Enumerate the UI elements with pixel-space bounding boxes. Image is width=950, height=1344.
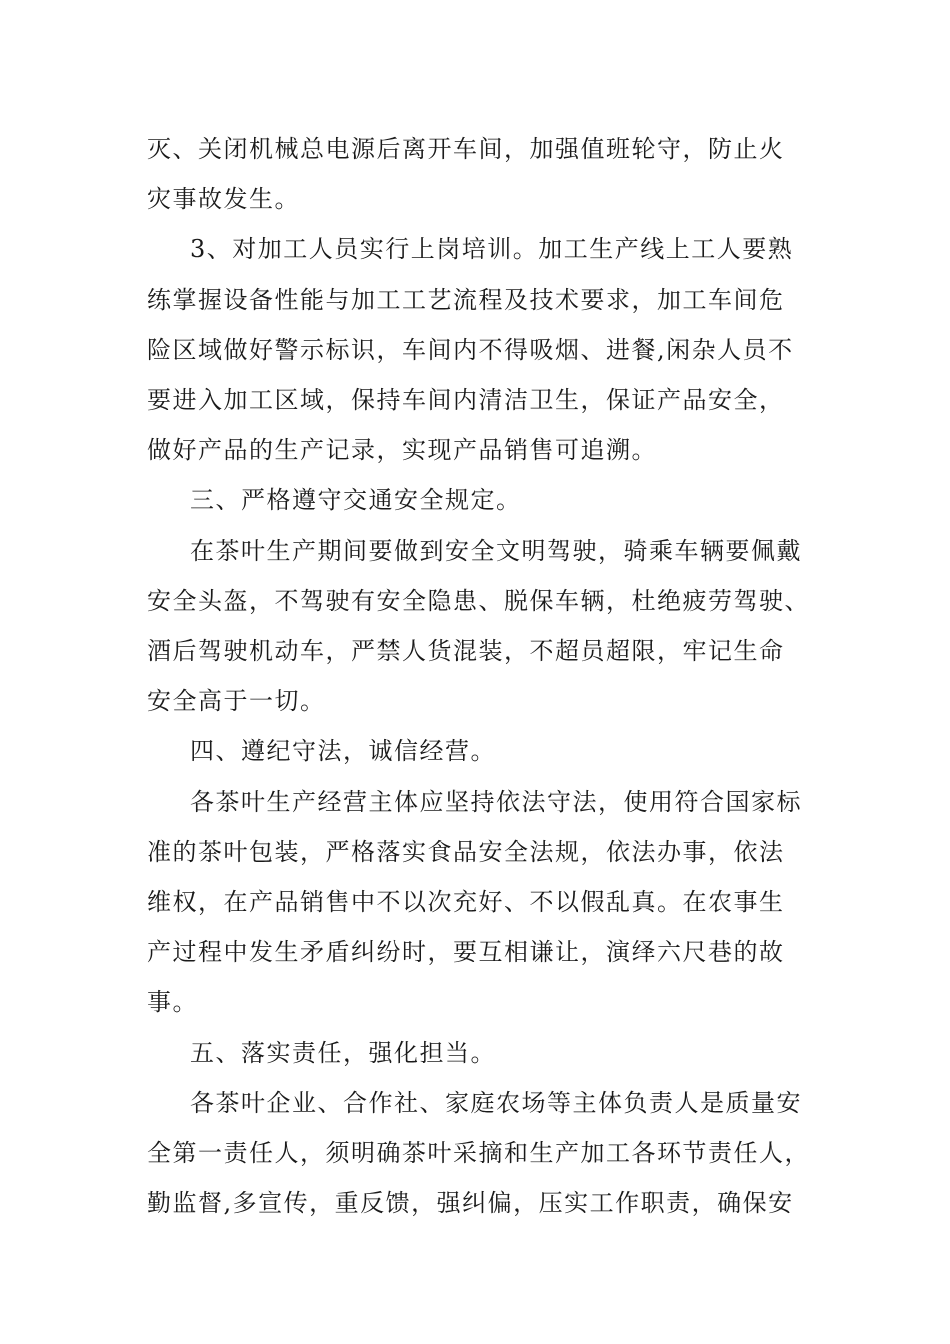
- text-line: 做好产品的生产记录，实现产品销售可追溯。: [147, 436, 657, 464]
- text-line: 灾事故发生。: [147, 185, 300, 213]
- text-line: 全第一责任人，须明确茶叶采摘和生产加工各环节责任人，: [147, 1139, 810, 1167]
- text-line: 事。: [147, 988, 198, 1016]
- section-heading: 五、落实责任，强化担当。: [190, 1039, 496, 1067]
- text-line: 要进入加工区域，保持车间内清洁卫生，保证产品安全，: [147, 386, 785, 414]
- text-line: 各茶叶生产经营主体应坚持依法守法，使用符合国家标: [190, 788, 802, 816]
- text-line: 3、对加工人员实行上岗培训。加工生产线上工人要熟: [190, 235, 794, 263]
- text-line: 勤监督,多宣传，重反馈，强纠偏，压实工作职责，确保安: [147, 1189, 794, 1217]
- text-line: 安全头盔，不驾驶有安全隐患、脱保车辆，杜绝疲劳驾驶、: [147, 587, 810, 615]
- text-line: 险区域做好警示标识，车间内不得吸烟、进餐,闲杂人员不: [147, 336, 794, 364]
- text-line: 安全高于一切。: [147, 687, 326, 715]
- text-line: 维权，在产品销售中不以次充好、不以假乱真。在农事生: [147, 888, 785, 916]
- text-line: 灭、关闭机械总电源后离开车间，加强值班轮守，防止火: [147, 135, 785, 163]
- text-line: 练掌握设备性能与加工工艺流程及技术要求，加工车间危: [147, 286, 785, 314]
- text-line: 酒后驾驶机动车，严禁人货混装，不超员超限，牢记生命: [147, 637, 785, 665]
- text-line: 各茶叶企业、合作社、家庭农场等主体负责人是质量安: [190, 1089, 802, 1117]
- section-heading: 四、遵纪守法，诚信经营。: [190, 737, 496, 765]
- text-line: 在茶叶生产期间要做到安全文明驾驶，骑乘车辆要佩戴: [190, 537, 802, 565]
- text-line: 产过程中发生矛盾纠纷时，要互相谦让，演绎六尺巷的故: [147, 938, 785, 966]
- text-line: 准的茶叶包装，严格落实食品安全法规，依法办事，依法: [147, 838, 785, 866]
- section-heading: 三、严格遵守交通安全规定。: [190, 486, 522, 514]
